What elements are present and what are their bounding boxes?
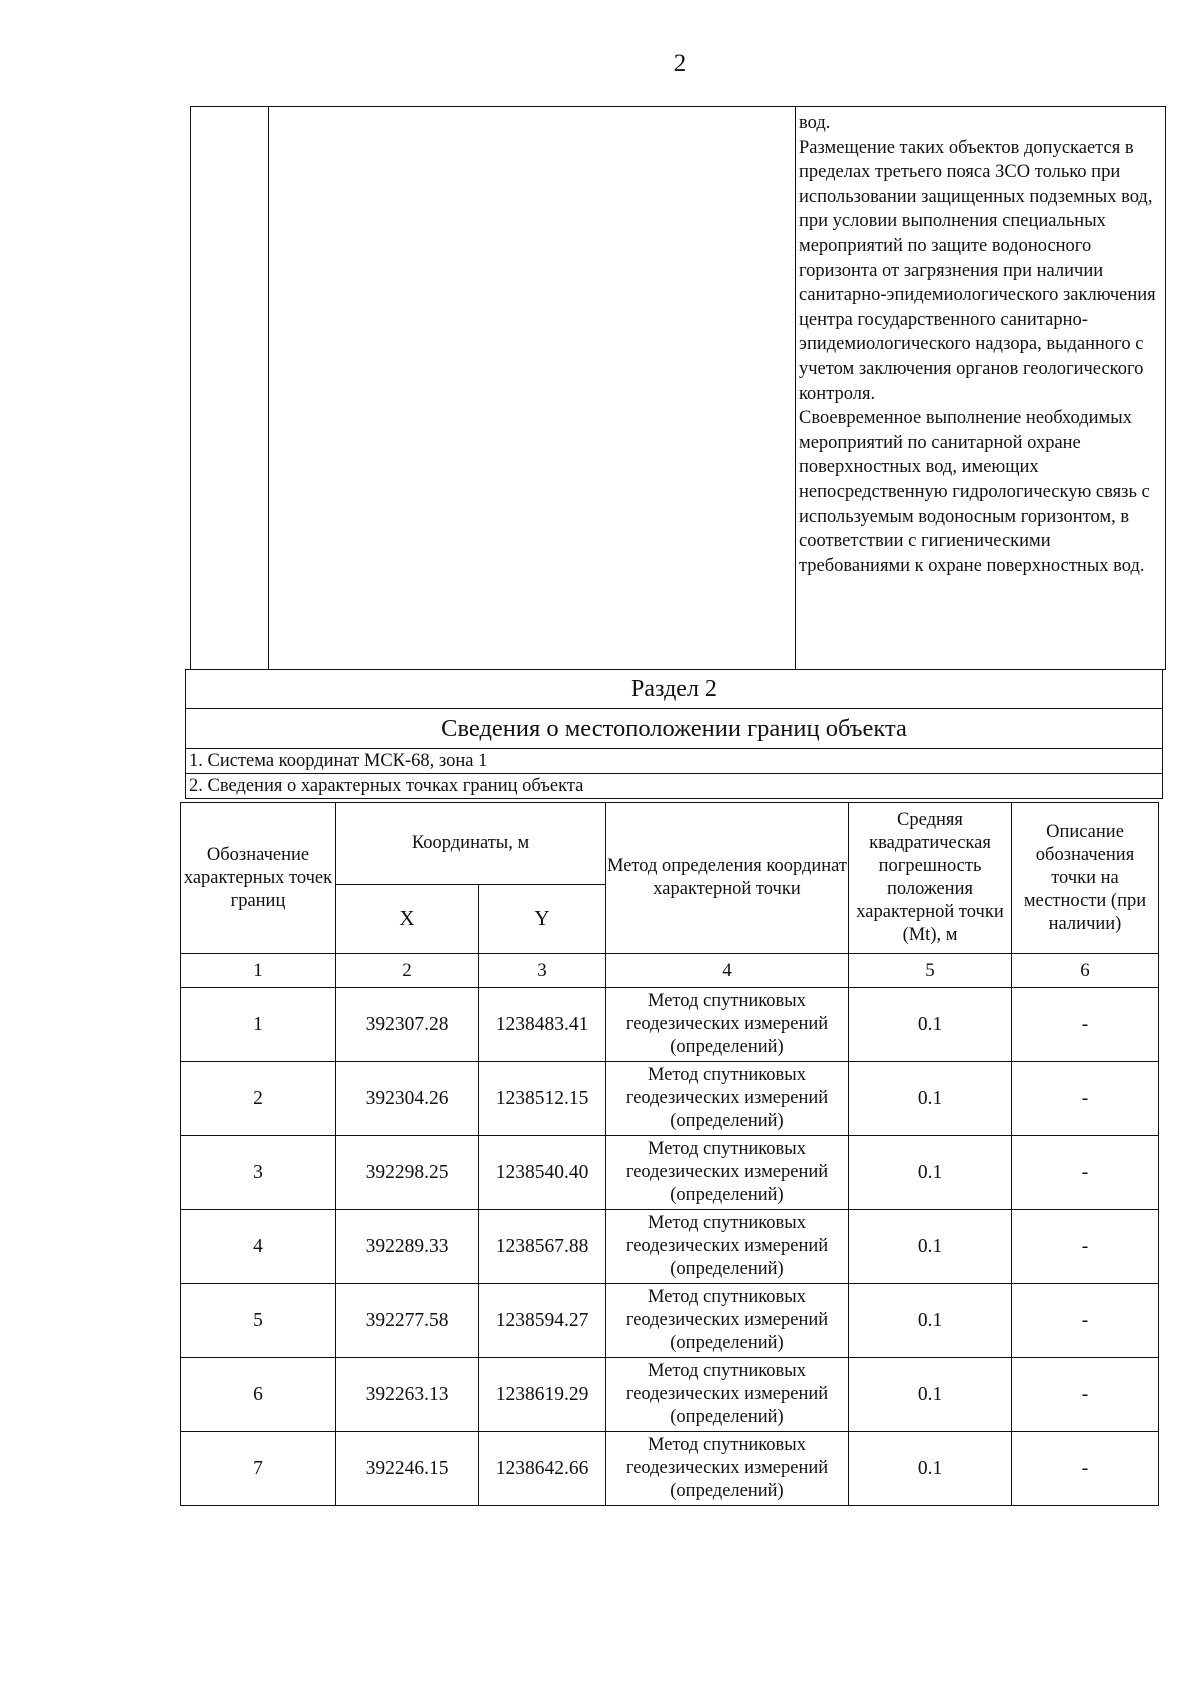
point-number: 4 xyxy=(181,1210,336,1284)
point-number: 2 xyxy=(181,1062,336,1136)
header-description: Описание обозначения точки на местности (при наличии) xyxy=(1012,803,1159,954)
error: 0.1 xyxy=(849,1432,1012,1506)
coord-x: 392246.15 xyxy=(336,1432,479,1506)
table-row xyxy=(181,1358,1159,1432)
error: 0.1 xyxy=(849,988,1012,1062)
description: - xyxy=(1012,1210,1159,1284)
coord-y: 1238642.66 xyxy=(479,1432,606,1506)
error: 0.1 xyxy=(849,1062,1012,1136)
table-row xyxy=(181,1136,1159,1210)
method: Метод спутниковых геодезических измерений (определений) xyxy=(606,1210,849,1284)
description: - xyxy=(1012,988,1159,1062)
coord-y: 1238594.27 xyxy=(479,1284,606,1358)
coordinates-table xyxy=(180,802,1159,1506)
header-x: X xyxy=(336,884,479,953)
coord-x: 392304.26 xyxy=(336,1062,479,1136)
method: Метод спутниковых геодезических измерений (определений) xyxy=(606,1284,849,1358)
column-number: 4 xyxy=(606,954,849,988)
point-number: 1 xyxy=(181,988,336,1062)
table-row xyxy=(181,1284,1159,1358)
header-error: Средняя квадратическая погрешность положения характерной точки (Mt), м xyxy=(849,803,1012,954)
coord-y: 1238567.88 xyxy=(479,1210,606,1284)
method: Метод спутниковых геодезических измерений (определений) xyxy=(606,1358,849,1432)
column-number: 3 xyxy=(479,954,606,988)
table-row xyxy=(181,988,1159,1062)
coord-x: 392289.33 xyxy=(336,1210,479,1284)
column-number: 6 xyxy=(1012,954,1159,988)
method: Метод спутниковых геодезических измерений (определений) xyxy=(606,988,849,1062)
error: 0.1 xyxy=(849,1284,1012,1358)
coord-y: 1238540.40 xyxy=(479,1136,606,1210)
coord-system-line: 1. Система координат МСК-68, зона 1 xyxy=(186,749,1163,774)
coord-x: 392277.58 xyxy=(336,1284,479,1358)
empty-cell-number xyxy=(191,107,269,670)
point-number: 7 xyxy=(181,1432,336,1506)
table-row xyxy=(181,1062,1159,1136)
page-number: 2 xyxy=(673,50,687,77)
table-row xyxy=(181,1210,1159,1284)
header-coordinates: Координаты, м xyxy=(336,803,606,885)
header-designation: Обозначение характерных точек границ xyxy=(181,803,336,954)
table-row xyxy=(181,1432,1159,1506)
header-y: Y xyxy=(479,884,606,953)
error: 0.1 xyxy=(849,1210,1012,1284)
continuation-text: вод. Размещение таких объектов допускается в пределах третьего пояса ЗСО только при использовании защищенных подземных вод, при условии выполнения специальных мероприятий по защите водоносного горизонта от загрязнения при наличии санитарно-эпидемиологического заключения центра государственного санитарно-эпидемиологического надзора, выданного с учетом заключения органов геологического контроля. Своевременное выполнение необходимых мероприятий по санитарной охране поверхностных вод, имеющих непосредственную гидрологическую связь с используемым водоносным горизонтом, в соответствии с гигиеническими требованиями к охране поверхностных вод. xyxy=(799,113,1156,576)
coord-y: 1238483.41 xyxy=(479,988,606,1062)
empty-cell-name xyxy=(269,107,796,670)
coord-x: 392307.28 xyxy=(336,988,479,1062)
header-method: Метод определения координат характерной точки xyxy=(606,803,849,954)
point-number: 5 xyxy=(181,1284,336,1358)
description: - xyxy=(1012,1284,1159,1358)
error: 0.1 xyxy=(849,1358,1012,1432)
continuation-cell xyxy=(796,107,1166,670)
section-title: Раздел 2 xyxy=(186,670,1163,709)
points-title: 2. Сведения о характерных точках границ объекта xyxy=(186,774,1163,799)
coord-y: 1238512.15 xyxy=(479,1062,606,1136)
continuation-table xyxy=(190,106,1166,670)
coord-x: 392298.25 xyxy=(336,1136,479,1210)
point-number: 3 xyxy=(181,1136,336,1210)
description: - xyxy=(1012,1136,1159,1210)
coord-y: 1238619.29 xyxy=(479,1358,606,1432)
method: Метод спутниковых геодезических измерений (определений) xyxy=(606,1432,849,1506)
description: - xyxy=(1012,1432,1159,1506)
column-number: 1 xyxy=(181,954,336,988)
method: Метод спутниковых геодезических измерений (определений) xyxy=(606,1062,849,1136)
error: 0.1 xyxy=(849,1136,1012,1210)
column-number: 5 xyxy=(849,954,1012,988)
section-header-table xyxy=(185,669,1163,799)
column-number-row xyxy=(181,954,1159,988)
description: - xyxy=(1012,1358,1159,1432)
description: - xyxy=(1012,1062,1159,1136)
info-title: Сведения о местоположении границ объекта xyxy=(186,709,1163,749)
point-number: 6 xyxy=(181,1358,336,1432)
coord-x: 392263.13 xyxy=(336,1358,479,1432)
method: Метод спутниковых геодезических измерений (определений) xyxy=(606,1136,849,1210)
column-number: 2 xyxy=(336,954,479,988)
